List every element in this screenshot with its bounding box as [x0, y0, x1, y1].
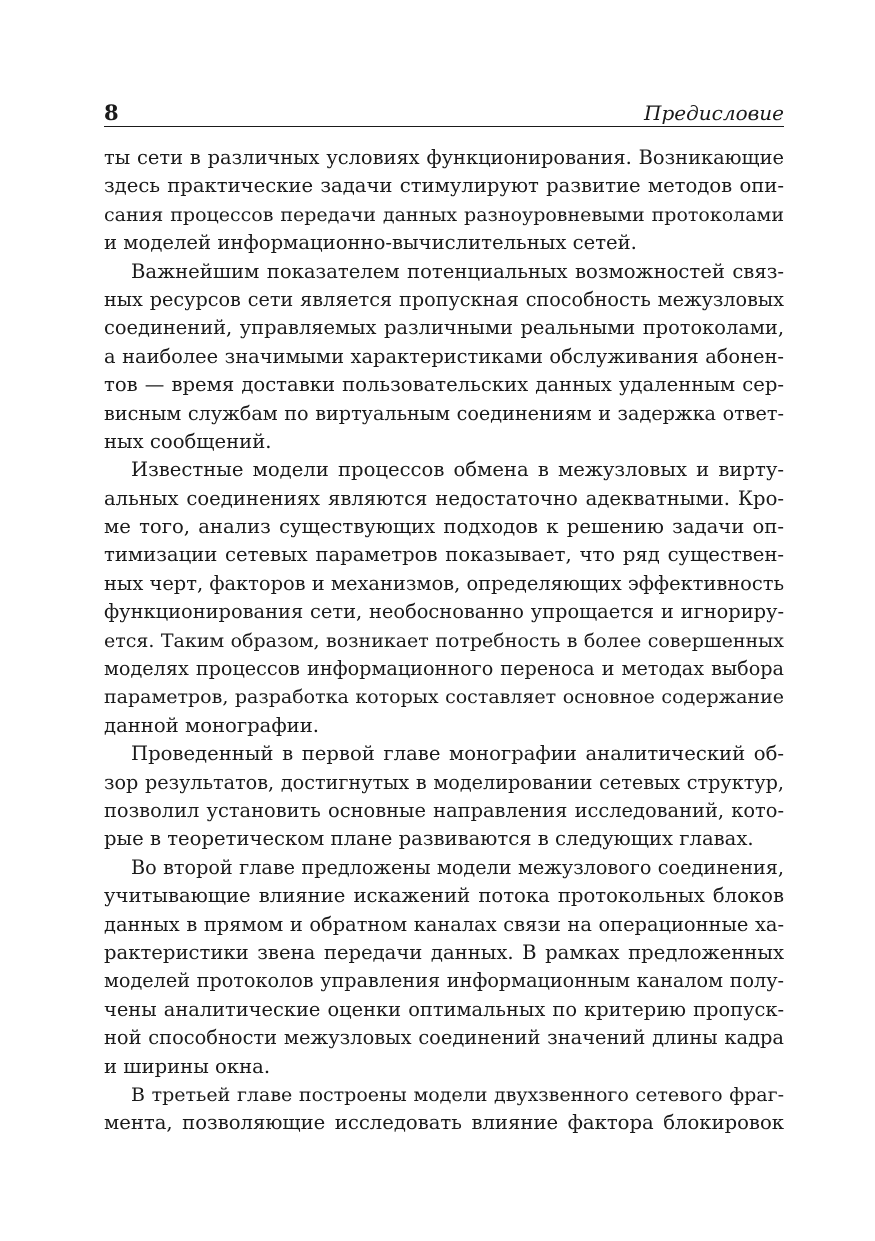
text-line: ме того, анализ существующих подходов к решению задачи оп- — [104, 515, 784, 539]
text-line: мента, позволяющие исследовать влияние фактора блокировок — [104, 1111, 784, 1135]
text-line: ется. Таким образом, возникает потребность в более совершенных — [104, 629, 784, 652]
text-line: ных сообщений. — [104, 429, 272, 453]
paragraph — [104, 740, 784, 854]
text-line: здесь практические задачи стимулируют развитие методов опи- — [104, 174, 784, 198]
text-line: тов — время доставки пользовательских данных удаленным сер- — [104, 373, 784, 397]
text-line: чены аналитические оценки оптимальных по критерию пропуск- — [104, 997, 784, 1021]
text-line: висным службам по виртуальным соединениям и задержка ответ- — [104, 401, 784, 425]
section-title: Предисловие — [644, 101, 784, 125]
text-line: данных в прямом и обратном каналах связи на операционные ха- — [104, 912, 784, 936]
page-number: 8 — [104, 100, 119, 125]
text-line: рактеристики звена передачи данных. В рамках предложенных — [104, 940, 784, 964]
body-text — [104, 127, 784, 1138]
text-line: учитывающие влияние искажений потока протокольных блоков — [104, 884, 784, 908]
text-line: и моделей информационно-вычислительных сетей. — [104, 231, 637, 255]
text-line: зор результатов, достигнутых в моделировании сетевых структур, — [104, 770, 784, 794]
text-line: моделей протоколов управления информационным каналом полу- — [104, 969, 784, 993]
running-header — [104, 96, 784, 127]
text-line: сания процессов передачи данных разноуровневыми протоколами — [104, 203, 784, 226]
text-line: позволил установить основные направления исследований, кото- — [104, 798, 784, 822]
text-line: альных соединениях являются недостаточно адекватными. Кро- — [104, 486, 784, 510]
text-line: ты сети в различных условиях функционирования. Возникающие — [104, 146, 784, 169]
text-line: Проведенный в первой главе монографии аналитический об- — [131, 742, 784, 766]
text-line: а наиболее значимыми характеристиками обслуживания абонен- — [104, 344, 784, 368]
text-line: моделях процессов информационного переноса и методах выбора — [104, 657, 784, 681]
paragraph — [104, 1081, 784, 1138]
text-line: ных ресурсов сети является пропускная способность межузловых — [104, 287, 784, 311]
text-line: функционирования сети, необоснованно упрощается и игнориру- — [104, 600, 784, 624]
text-line: В третьей главе построены модели двухзвенного сетевого фраг- — [131, 1083, 784, 1106]
text-line: ных черт, факторов и механизмов, определяющих эффективность — [104, 571, 784, 595]
paragraph — [104, 854, 784, 1081]
document-page — [104, 96, 784, 1138]
paragraph — [104, 144, 784, 258]
text-line: тимизации сетевых параметров показывает, что ряд существен- — [104, 543, 784, 567]
text-line: и ширины окна. — [104, 1054, 271, 1078]
text-line: параметров, разработка которых составляет основное содержание — [104, 686, 784, 709]
text-line: соединений, управляемых различными реальными протоколами, — [104, 316, 784, 340]
paragraph — [104, 258, 784, 457]
text-line: ной способности межузловых соединений значений длины кадра — [104, 1026, 784, 1050]
text-line: Во второй главе предложены модели межузлового соединения, — [131, 855, 784, 879]
text-line: рые в теоретическом плане развиваются в следующих главах. — [104, 827, 754, 851]
text-line: данной монографии. — [104, 713, 320, 737]
paragraph — [104, 456, 784, 740]
text-line: Известные модели процессов обмена в межузловых и вирту- — [131, 458, 784, 482]
text-line: Важнейшим показателем потенциальных возможностей связ- — [131, 259, 784, 283]
